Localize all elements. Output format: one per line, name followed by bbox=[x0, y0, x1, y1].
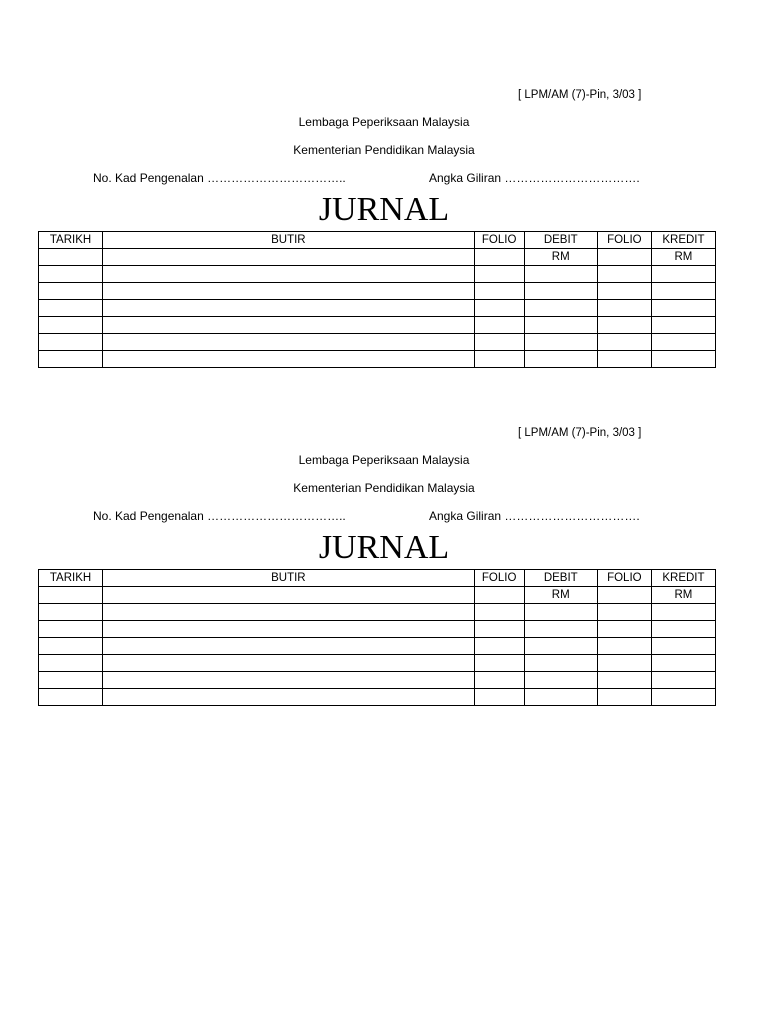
table-cell bbox=[103, 317, 475, 334]
table-cell bbox=[597, 672, 651, 689]
table-cell bbox=[524, 638, 597, 655]
ministry-name: Kementerian Pendidikan Malaysia bbox=[293, 481, 475, 495]
table-cell bbox=[474, 283, 524, 300]
table-cell bbox=[39, 283, 103, 300]
table-row bbox=[39, 672, 716, 689]
header-folio-debit: FOLIO bbox=[474, 570, 524, 587]
table-cell bbox=[103, 266, 475, 283]
table-cell bbox=[651, 300, 715, 317]
table-cell bbox=[651, 655, 715, 672]
table-cell bbox=[651, 672, 715, 689]
table-cell bbox=[524, 672, 597, 689]
journal-title: JURNAL bbox=[318, 529, 450, 566]
ministry-name: Kementerian Pendidikan Malaysia bbox=[293, 143, 475, 157]
table-cell bbox=[39, 655, 103, 672]
journal-table bbox=[38, 231, 716, 368]
table-cell bbox=[597, 351, 651, 368]
table-row bbox=[39, 351, 716, 368]
table-cell bbox=[103, 300, 475, 317]
table-cell bbox=[474, 655, 524, 672]
table-cell bbox=[597, 587, 651, 604]
table-cell bbox=[39, 621, 103, 638]
header-debit: DEBIT bbox=[524, 570, 597, 587]
header-tarikh: TARIKH bbox=[39, 232, 103, 249]
table-cell bbox=[524, 604, 597, 621]
table-cell bbox=[103, 655, 475, 672]
table-row bbox=[39, 266, 716, 283]
credit-currency: RM bbox=[651, 249, 715, 266]
table-cell bbox=[524, 655, 597, 672]
table-cell bbox=[651, 334, 715, 351]
table-row bbox=[39, 300, 716, 317]
header-butir: BUTIR bbox=[103, 232, 475, 249]
table-cell bbox=[597, 604, 651, 621]
table-cell bbox=[39, 317, 103, 334]
table-cell bbox=[597, 283, 651, 300]
table-cell bbox=[474, 587, 524, 604]
table-cell bbox=[39, 689, 103, 706]
table-cell bbox=[103, 283, 475, 300]
roll-number-field: Angka Giliran ……………………………. bbox=[429, 171, 640, 185]
table-cell bbox=[103, 672, 475, 689]
table-cell bbox=[39, 587, 103, 604]
table-cell bbox=[474, 300, 524, 317]
table-cell bbox=[103, 604, 475, 621]
form-reference: [ LPM/AM (7)-Pin, 3/03 ] bbox=[518, 89, 642, 101]
table-cell bbox=[597, 266, 651, 283]
table-cell bbox=[39, 249, 103, 266]
table-cell bbox=[103, 621, 475, 638]
roll-number-field: Angka Giliran ……………………………. bbox=[429, 509, 640, 523]
table-row bbox=[39, 334, 716, 351]
organization-name: Lembaga Peperiksaan Malaysia bbox=[298, 115, 470, 129]
table-cell bbox=[597, 689, 651, 706]
table-row bbox=[39, 689, 716, 706]
table-cell bbox=[39, 300, 103, 317]
id-card-field: No. Kad Pengenalan …………………………….. bbox=[93, 171, 346, 185]
table-cell bbox=[474, 266, 524, 283]
organization-name: Lembaga Peperiksaan Malaysia bbox=[298, 453, 470, 467]
table-cell bbox=[103, 638, 475, 655]
journal-form-2 bbox=[0, 427, 768, 727]
id-card-field: No. Kad Pengenalan …………………………….. bbox=[93, 509, 346, 523]
journal-table bbox=[38, 569, 716, 706]
table-cell bbox=[39, 604, 103, 621]
table-cell bbox=[651, 317, 715, 334]
table-cell bbox=[103, 587, 475, 604]
table-cell bbox=[597, 621, 651, 638]
table-cell bbox=[103, 351, 475, 368]
table-cell bbox=[103, 334, 475, 351]
table-cell bbox=[524, 283, 597, 300]
table-cell bbox=[524, 300, 597, 317]
table-cell bbox=[103, 249, 475, 266]
table-cell bbox=[597, 300, 651, 317]
table-cell bbox=[474, 638, 524, 655]
table-cell bbox=[597, 334, 651, 351]
table-row bbox=[39, 317, 716, 334]
table-cell bbox=[651, 283, 715, 300]
table-row bbox=[39, 655, 716, 672]
table-row bbox=[39, 638, 716, 655]
table-row bbox=[39, 283, 716, 300]
currency-row bbox=[39, 249, 716, 266]
table-cell bbox=[524, 334, 597, 351]
header-tarikh: TARIKH bbox=[39, 570, 103, 587]
header-butir: BUTIR bbox=[103, 570, 475, 587]
currency-row bbox=[39, 587, 716, 604]
table-cell bbox=[103, 689, 475, 706]
table-cell bbox=[474, 604, 524, 621]
table-cell bbox=[474, 334, 524, 351]
header-kredit: KREDIT bbox=[651, 232, 715, 249]
table-cell bbox=[651, 266, 715, 283]
table-cell bbox=[651, 621, 715, 638]
table-cell bbox=[651, 604, 715, 621]
journal-form-1 bbox=[0, 89, 768, 389]
header-folio-credit: FOLIO bbox=[597, 570, 651, 587]
table-cell bbox=[524, 621, 597, 638]
table-cell bbox=[39, 266, 103, 283]
header-debit: DEBIT bbox=[524, 232, 597, 249]
table-row bbox=[39, 621, 716, 638]
credit-currency: RM bbox=[651, 587, 715, 604]
table-cell bbox=[597, 317, 651, 334]
table-cell bbox=[39, 638, 103, 655]
table-cell bbox=[474, 317, 524, 334]
debit-currency: RM bbox=[524, 587, 597, 604]
table-cell bbox=[474, 689, 524, 706]
table-cell bbox=[39, 672, 103, 689]
table-cell bbox=[651, 689, 715, 706]
table-cell bbox=[524, 351, 597, 368]
table-cell bbox=[474, 621, 524, 638]
table-cell bbox=[39, 334, 103, 351]
table-cell bbox=[524, 689, 597, 706]
table-cell bbox=[474, 249, 524, 266]
table-cell bbox=[597, 638, 651, 655]
table-cell bbox=[597, 249, 651, 266]
debit-currency: RM bbox=[524, 249, 597, 266]
header-kredit: KREDIT bbox=[651, 570, 715, 587]
table-cell bbox=[524, 317, 597, 334]
table-header-row bbox=[39, 232, 716, 249]
table-header-row bbox=[39, 570, 716, 587]
header-folio-debit: FOLIO bbox=[474, 232, 524, 249]
table-cell bbox=[651, 351, 715, 368]
form-reference: [ LPM/AM (7)-Pin, 3/03 ] bbox=[518, 427, 642, 439]
table-cell bbox=[524, 266, 597, 283]
table-row bbox=[39, 604, 716, 621]
table-cell bbox=[474, 351, 524, 368]
table-cell bbox=[597, 655, 651, 672]
journal-title: JURNAL bbox=[318, 191, 450, 228]
table-cell bbox=[474, 672, 524, 689]
header-folio-credit: FOLIO bbox=[597, 232, 651, 249]
table-cell bbox=[39, 351, 103, 368]
table-cell bbox=[651, 638, 715, 655]
